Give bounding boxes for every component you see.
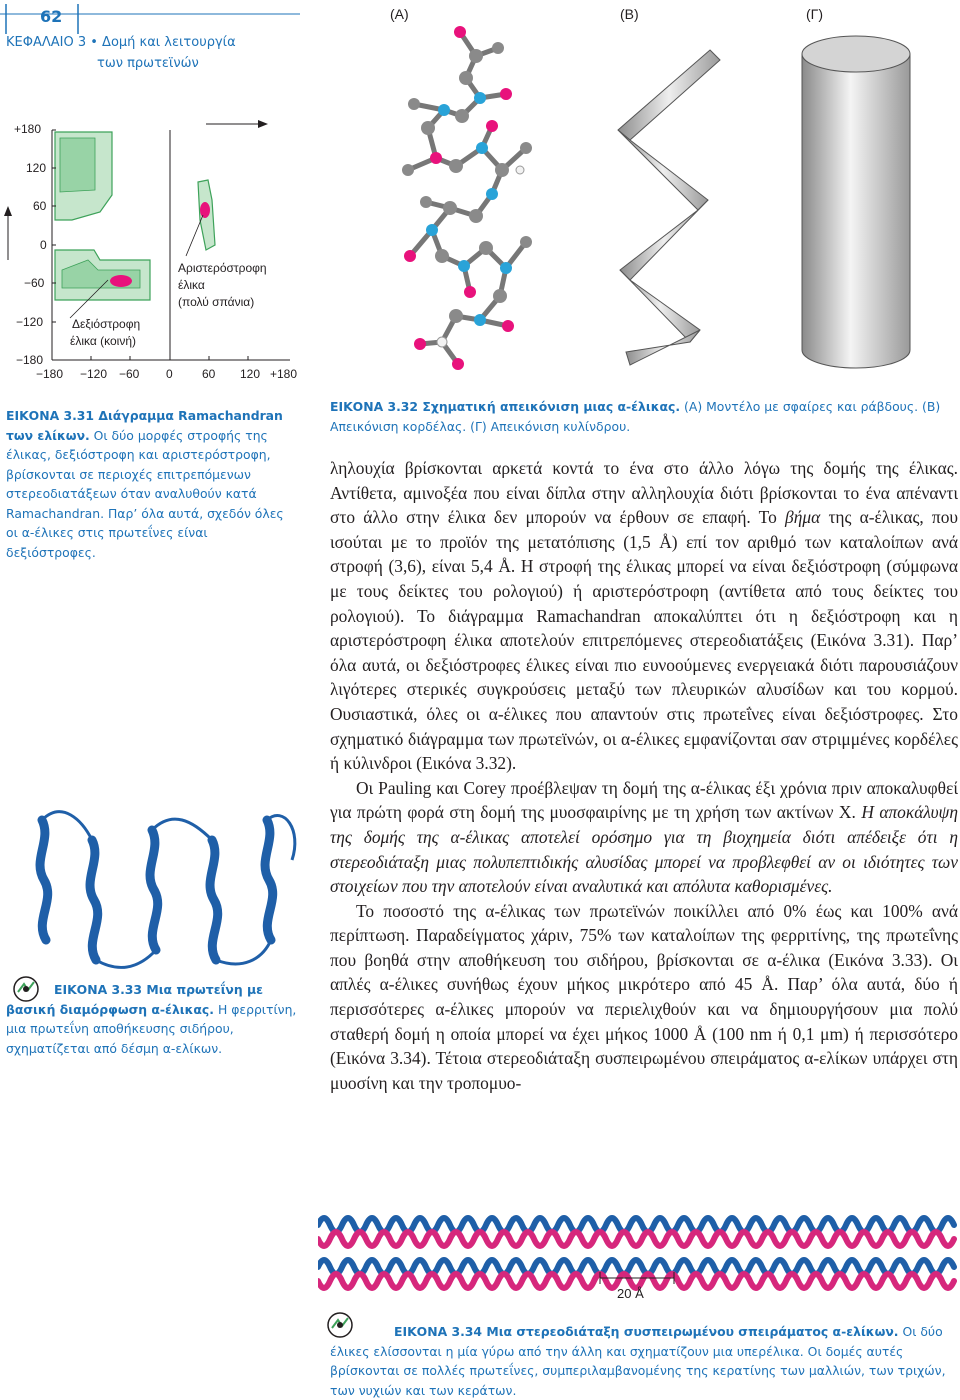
y-tick: 120 [26, 161, 47, 175]
figure-3-32-title: ΕΙΚΟΝΑ 3.32 Σχηματική απεικόνιση μιας α-έλικας. [330, 399, 681, 414]
x-tick: 120 [240, 367, 261, 381]
ferritin-ribbon [22, 800, 308, 975]
left-helix-label-1: Αριστερόστροφη [178, 261, 267, 275]
x-tick: +180 [270, 367, 298, 381]
x-tick: 0 [166, 367, 173, 381]
ramachandran-figure [0, 110, 310, 390]
figure-3-34-title: ΕΙΚΟΝΑ 3.34 Μια στερεοδιάταξη συσπειρωμένου σπειράματος α-ελίκων. [394, 1324, 899, 1339]
right-helix-label-2: έλικα (κοινή) [70, 334, 136, 348]
paragraph-3: Το ποσοστό της α-έλικας των πρωτεϊνών ποικίλλει από 0% έως και 100% ανά περίπτωση. Παραδείγματος χάριν, 75% των καταλοίπων της φερριτίνης, της πρωτεΐνης που βοηθά στην αποθήκευση του σιδήρου, βρίσκονται σε α-έλικα (Εικόνα 3.33). Οι απλές α-έλικες συνήθως έχουν μήκος μικρότερο από 45 Å. Παρ’ όλα αυτά, δύο ή περισσότερες α-έλικες μπορούν να περιελιχθούν και να δημιουργήσουν μια πολύ σταθερή δομή η οποία μπορεί να έχει μήκος 1000 Å (100 nm ή 0,1 μm) ή περισσότερο (Εικόνα 3.34). Τέτοια στερεοδιάταξη συσπειρωμένου σπειράματος α-ελίκων υπάρχει στη μυοσίνη και την τροπομυο- [330, 900, 958, 1093]
panel-label-b: (B) [620, 6, 639, 22]
right-helix-hotspot [110, 275, 132, 287]
figure-3-31-title: ΕΙΚΟΝΑ 3.31 Διάγραμμα Ramachandran των ελίκων. [6, 408, 283, 443]
y-tick: 60 [33, 199, 47, 213]
figure-3-34-caption [330, 1322, 958, 1400]
figure-3-31-caption [6, 406, 298, 562]
paragraph-1: ληλουχία βρίσκονται αρκετά κοντά το ένα στο άλλο λόγω της δομής της έλικας. Αντίθετα, αμινοξέα που είναι δίπλα στην αλληλουχία διότι βρίσκονται το ένα απέναντι στο άλλο στην έλικα δεν μπορούν να έρθουν σε επαφή. Το βήμα της α-έλικας, που ισούται με το προϊόν της μετατόπισης (1,5 Å) επί τον αριθμό των καταλοίπων ανά στροφή (3,6), είναι 5,4 Å. Η στροφή της έλικας μπορεί να είναι δεξιόστροφη (σύμφωνα με τους δείκτες του ρολογιού) ή αριστερόστροφη (αντίθετα από τους δείκτες του ρολογιού). Το διάγραμμα Ramachandran αποκαλύπτει ότι η δεξιόστροφη και η αριστερόστροφη έλικα αποτελούν επιτρεπόμενες στερεοδιατάξεις (Εικόνα 3.31). Παρ’ όλα αυτά, οι δεξιόστροφες έλικες είναι πιο ευνοούμενες ενεργειακά διότι παρουσιάζουν λιγότερες στερικές συγκρούσεις μεταξύ των πλευρικών αλυσίδων και του κορμού. Ουσιαστικά, όλες οι α-έλικες που απαντούν στις πρωτεΐνες είναι δεξιόστροφες. Στο σχηματικό διάγραμμα των πρωτεϊνών, οι α-έλικες εμφανίζονται σαν στριμμένες κορδέλες ή κύλινδροι (Εικόνα 3.32). [330, 458, 958, 774]
x-tick: −60 [119, 367, 140, 381]
figure-3-31-body: Οι δύο μορφές στροφής της έλικας, δεξιόστροφη και αριστερόστροφη, βρίσκονται σε περιοχές επιτρεπόμενων στερεοδιατάξεων όταν αναλυθούν κατά Ramachandran. Παρ’ όλα αυτά, σχεδόν όλες οι α-έλικες στις πρωτεΐνες είναι δεξιόστροφες. [6, 427, 284, 560]
x-tick: −120 [80, 367, 108, 381]
panel-label-c: (Γ) [806, 6, 824, 22]
y-tick: −60 [24, 276, 45, 290]
figure-3-34-body: Οι δύο έλικες ελίσσονται η μία γύρω από την άλλη και σχηματίζουν μια υπερέλικα. Οι δομές αυτές βρίσκονται σε πολλές πρωτεΐνες, συμπεριλαμβανομένης της κερατίνης των μαλλιών, των τριχών, των νυχιών και των κεράτων. [330, 1324, 946, 1398]
panel-label-a: (A) [390, 6, 409, 22]
right-helix-label-1: Δεξιόστροφη [72, 317, 141, 331]
page-number: 62 [40, 7, 63, 26]
paragraph-2: Οι Pauling και Corey προέβλεψαν τη δομή της α-έλικας έξι χρόνια πριν αποκαλυφθεί για πρώτη φορά στη δομή της μυοσφαιρίνης με τη χρήση των ακτίνων X. Η αποκάλυψη της δομής της α-έλικας αποτελεί ορόσημο για τη βιοχημεία διότι απέδειξε ότι η στερεοδιάταξη μιας πολυπεπτιδικής αλυσίδας μπορεί να προβλεφθεί αν οι ιδιότητες των στοιχείων που την αποτελούν είναι αναλυτικά και απόλυτα καθορισμένες. [330, 777, 958, 897]
y-tick: −120 [16, 315, 44, 329]
figure-3-33-caption [6, 980, 298, 1058]
y-tick: −180 [16, 353, 44, 367]
body-text [330, 456, 958, 1095]
ribbon-model [590, 30, 730, 380]
left-helix-hotspot [200, 202, 210, 218]
left-helix-label-2: έλικα [178, 278, 205, 292]
chapter-title-line2: των πρωτεϊνών [97, 56, 199, 71]
figure-3-33-body: Η φερριτίνη, μια πρωτεΐνη αποθήκευσης σιδήρου, σχηματίζεται από δέσμη α-ελίκων. [6, 1001, 297, 1056]
cylinder-model [780, 28, 930, 378]
y-tick: +180 [14, 122, 42, 136]
figure-3-33-title: ΕΙΚΟΝΑ 3.33 Μια πρωτεΐνη με βασική διαμόρφωση α-έλικας. [6, 982, 264, 1017]
page-header [0, 0, 310, 80]
ball-and-stick-model [380, 20, 550, 380]
left-helix-label-3: (πολύ σπάνια) [178, 295, 255, 309]
x-tick: 60 [202, 367, 216, 381]
scale-bar [598, 1270, 678, 1286]
y-tick: 0 [40, 238, 47, 252]
figure-3-32-caption [330, 397, 958, 436]
scale-bar-label: 20 Å [617, 1286, 644, 1301]
x-tick: −180 [36, 367, 64, 381]
chapter-title-line1: ΚΕΦΑΛΑΙΟ 3 • Δομή και λειτουργία [6, 35, 236, 50]
figure-3-32-body: (A) Μοντέλο με σφαίρες και ράβδους. (B) Απεικόνιση κορδέλας. (Γ) Απεικόνιση κυλίνδρου. [330, 399, 941, 434]
